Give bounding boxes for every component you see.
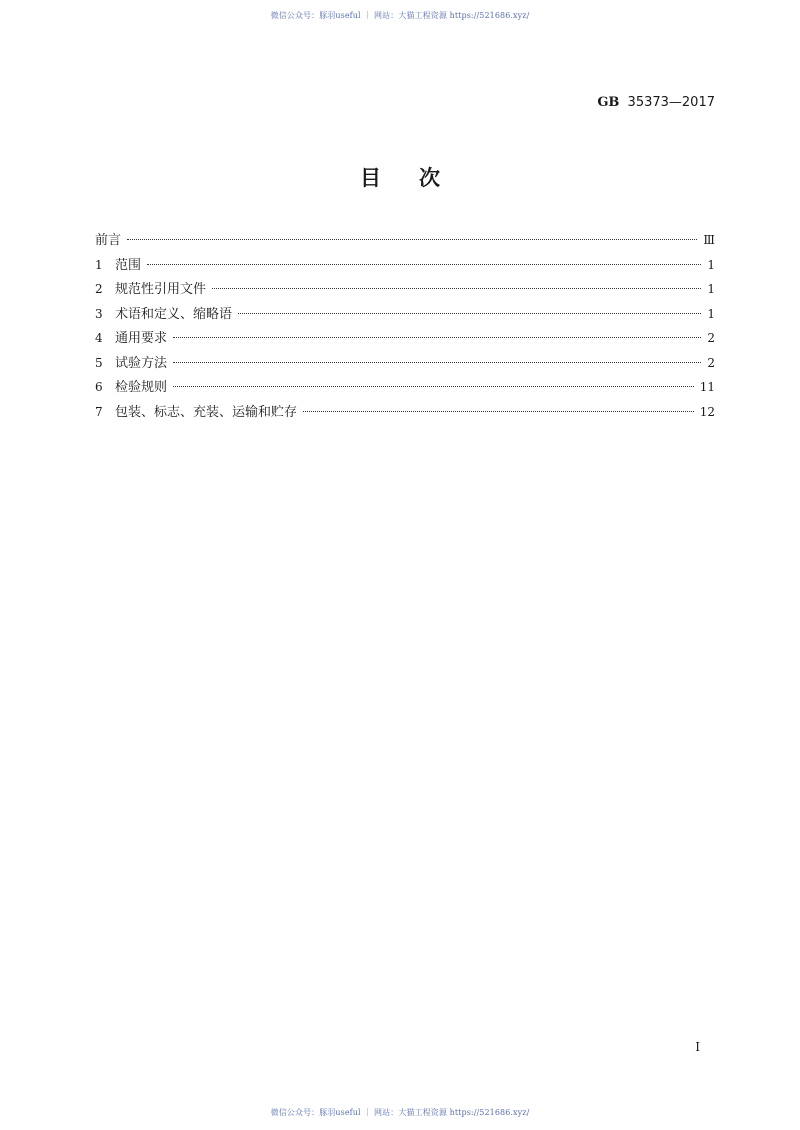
watermark-top: 微信公众号：豚羽useful ｜ 网站：大猫工程资源 https://521686.xyz/ <box>270 11 530 20</box>
toc-entry-page: 1 <box>707 282 715 296</box>
toc-entry-1[interactable] <box>95 256 715 281</box>
toc-entry-7[interactable] <box>95 403 715 428</box>
toc-entry-label: 前言 <box>95 233 122 248</box>
toc-dot-leader <box>127 239 697 240</box>
toc-entry-page: 12 <box>699 404 715 419</box>
watermark-bottom: 微信公众号：豚羽useful ｜ 网站：大猫工程资源 https://521686.xyz/ <box>270 1108 530 1117</box>
toc-entry-page: 1 <box>707 257 715 272</box>
toc-entry-6[interactable] <box>95 378 715 403</box>
standard-number: 35373—2017 <box>627 95 715 110</box>
page-title: 目次 <box>360 166 478 190</box>
toc-dot-leader <box>147 264 701 265</box>
toc-entry-number: 3 <box>95 306 103 321</box>
toc-entry-3[interactable] <box>95 305 715 330</box>
toc-dot-leader <box>173 337 701 338</box>
toc-entry-number: 7 <box>95 404 103 419</box>
toc-entry-label: 检验规则 <box>115 380 168 395</box>
toc-entry-page: 11 <box>699 380 715 394</box>
toc-entry-2[interactable] <box>95 280 715 305</box>
toc-dot-leader <box>238 313 701 314</box>
toc-entry-4[interactable] <box>95 329 715 354</box>
toc-entry-page: 2 <box>707 331 715 345</box>
standard-code <box>597 95 715 110</box>
toc-dot-leader <box>173 386 694 387</box>
toc-dot-leader <box>303 411 694 412</box>
toc-entry-number: 1 <box>95 257 103 272</box>
toc-entry-number: 2 <box>95 282 103 296</box>
toc-entry-label: 试验方法 <box>115 355 168 371</box>
toc-entry-page: 1 <box>707 306 715 321</box>
toc-entry-number: 4 <box>95 331 103 345</box>
toc-entry-label: 包装、标志、充装、运输和贮存 <box>115 404 298 420</box>
toc-entry-label: 范围 <box>115 257 142 273</box>
table-of-contents <box>95 231 715 427</box>
toc-entry-5[interactable] <box>95 354 715 379</box>
toc-entry-label: 通用要求 <box>115 331 168 346</box>
toc-dot-leader <box>173 362 701 363</box>
toc-entry-label: 规范性引用文件 <box>115 282 207 297</box>
toc-entry-foreword[interactable] <box>95 231 715 256</box>
page-number: I <box>695 1040 700 1054</box>
toc-dot-leader <box>212 288 701 289</box>
toc-entry-page: Ⅲ <box>703 233 715 247</box>
toc-entry-label: 术语和定义、缩略语 <box>115 306 233 322</box>
standard-prefix: GB <box>597 95 620 110</box>
toc-entry-page: 2 <box>707 355 715 370</box>
toc-entry-number: 5 <box>95 355 103 370</box>
toc-entry-number: 6 <box>95 380 103 394</box>
